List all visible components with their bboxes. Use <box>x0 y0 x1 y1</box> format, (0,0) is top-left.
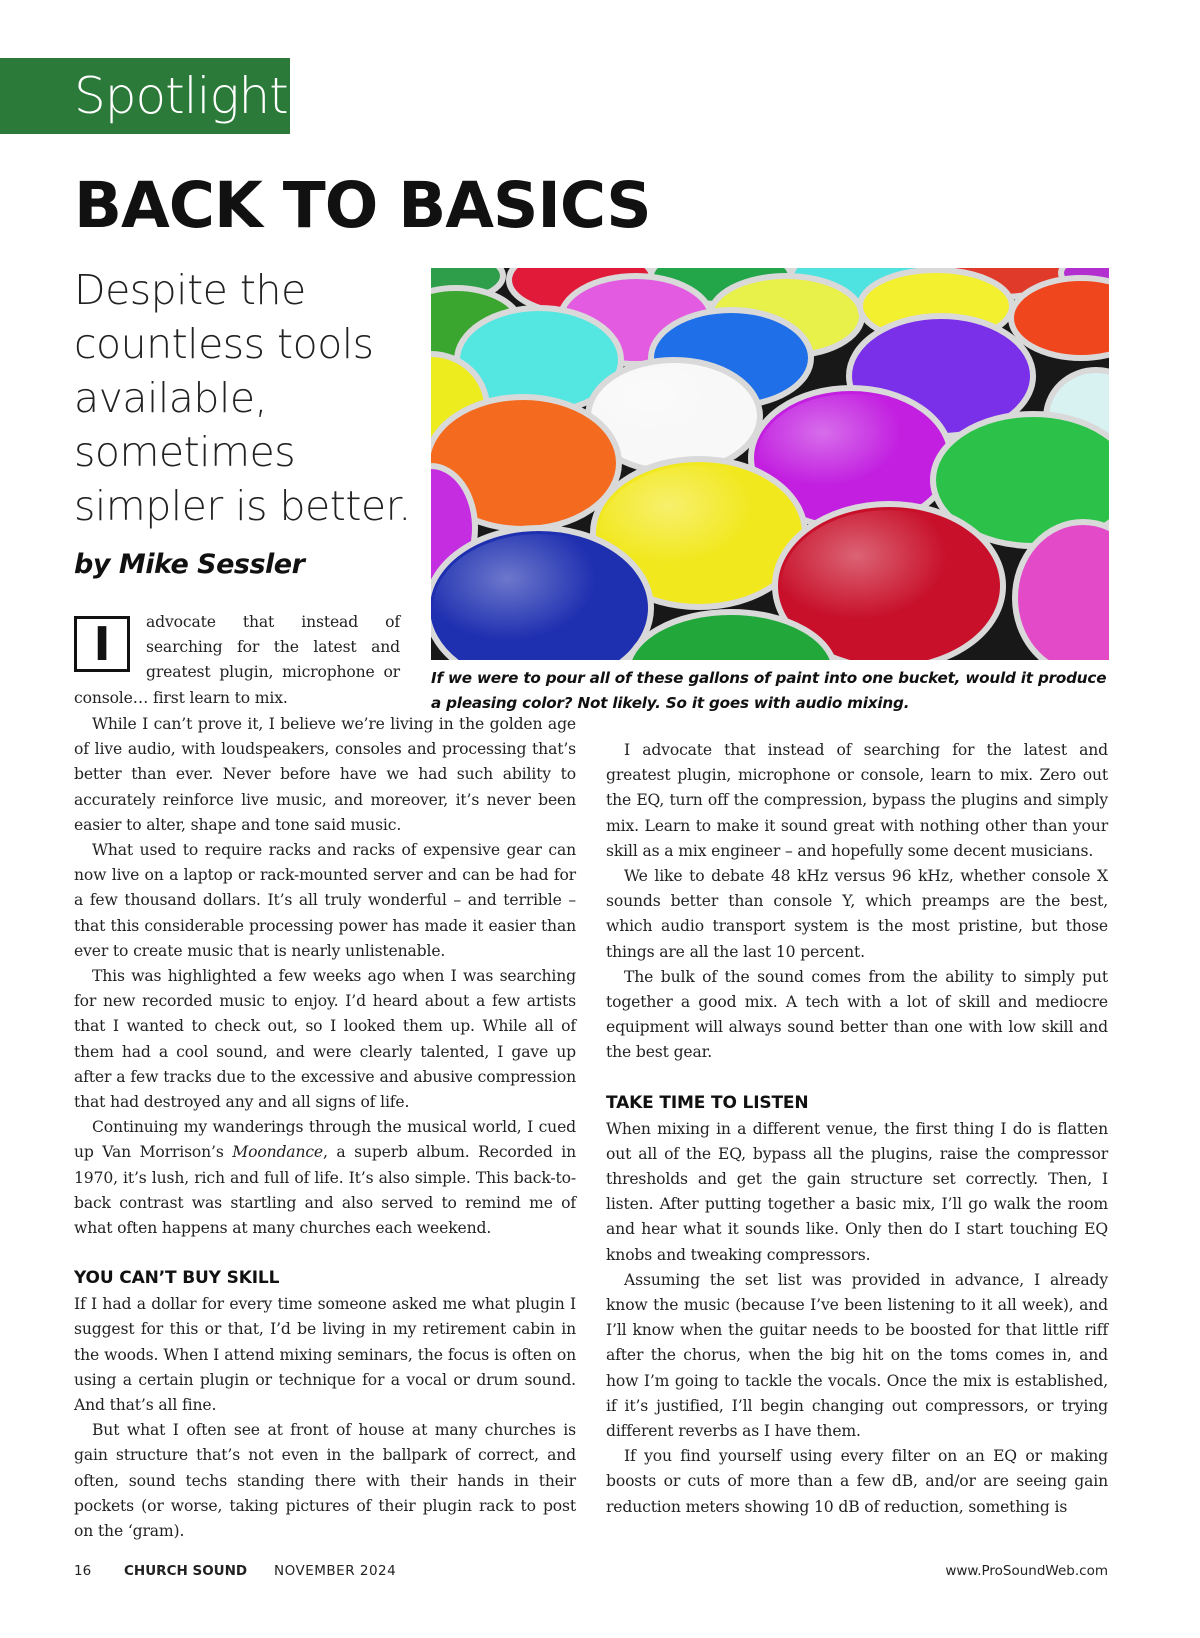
magazine-name: CHURCH SOUND <box>124 1563 248 1579</box>
subhead-take-time-to-listen: TAKE TIME TO LISTEN <box>606 1092 809 1113</box>
issue-date: NOVEMBER 2024 <box>274 1563 397 1579</box>
right-paragraph-6: If you find yourself using every filter on an EQ or making boosts or cuts of more than a few dB, and/or are seeing gain reduction meters showing 10 dB of reduction, something is <box>606 1447 1108 1516</box>
right-paragraph-5: Assuming the set list was provided in advance, I already know the music (because I’ve been listening to it all week), and I’ll know when the guitar needs to be boosted for that little riff after the chorus, when the big hit on the toms comes in, and how I’m going to tackle the vocals. Once the mix is established, if it’s justified, I’ll begin changing out compressors, or trying different reverbs as I have them. <box>606 1270 1108 1441</box>
page-footer <box>74 1563 1108 1587</box>
byline: by Mike Sessler <box>74 549 305 580</box>
headline: BACK TO BASICS <box>74 169 651 242</box>
page-number: 16 <box>74 1563 92 1579</box>
left-paragraph-3: This was highlighted a few weeks ago when I was searching for new recorded music to enjoy. I’d heard about a few artists that I wanted to check out, so I looked them up. While all of them had a cool sound, and were clearly talented, I gave up after a few tracks due to the excessive and abusive compression that had destroyed any and all signs of life. <box>74 967 576 1112</box>
right-paragraph-2: We like to debate 48 kHz versus 96 kHz, whether console X sounds better than console Y, which preamps are the best, which audio transport system is the most pristine, but those things are all the last 10 percent. <box>606 867 1108 961</box>
right-paragraph-4: When mixing in a different venue, the first thing I do is flatten out all of the EQ, bypass all the plugins, raise the compressor thresholds and get the gain structure set correctly. Then, I listen. After putting together a basic mix, I’ll go walk the room and hear what it sounds like. Only then do I start touching EQ knobs and tweaking compressors. <box>606 1119 1108 1264</box>
section-tab: Spotlight <box>0 58 290 134</box>
photo-caption: If we were to pour all of these gallons of paint into one bucket, would it produce a pleasing color? Not likely. So it goes with audio mixing. <box>431 669 1107 712</box>
left-paragraph-4 <box>74 1115 576 1241</box>
paint-cans-photo <box>431 268 1109 660</box>
p4-text-before: Continuing my wanderings through the musical world, I cued up Van Morrison’s <box>74 1118 576 1162</box>
right-paragraph-1: I advocate that instead of searching for the latest and greatest plugin, microphone or console, learn to mix. Zero out the EQ, turn off the compression, bypass the plugins and simply mix. Learn to make it sound great with nothing other than your skill as a mix engineer – and hopefully some decent musicians. <box>606 741 1108 860</box>
drop-cap: I <box>74 616 130 672</box>
paint-cans-illustration <box>431 268 1109 660</box>
intro-text: advocate that instead of searching for the latest and greatest plugin, microphone or console… first learn to mix. <box>74 613 400 707</box>
left-paragraph-2: What used to require racks and racks of expensive gear can now live on a laptop or rack-mounted server and can be had for a few thousand dollars. It’s all truly wonderful – and terrible – that this considerable processing power has made it easier than ever to create music that is nearly unlistenable. <box>74 841 576 960</box>
left-column <box>74 712 576 1544</box>
p4-text-after: , a superb album. Recorded in 1970, it’s lush, rich and full of life. It’s also simple. This back-to-back contrast was startling and also served to remind me of what often happens at many churches each weekend. <box>74 1143 576 1238</box>
left-paragraph-5: If I had a dollar for every time someone asked me what plugin I suggest for this or that, I’d be living in my retirement cabin in the woods. When I attend mixing seminars, the focus is often on using a certain plugin or technique for a vocal or drum sound. And that’s all fine. <box>74 1295 576 1415</box>
left-paragraph-1: While I can’t prove it, I believe we’re living in the golden age of live audio, with loudspeakers, consoles and processing that’s better than ever. Never before have we had such ability to accurately reinforce live music, and moreover, it’s never been easier to alter, shape and tone said music. <box>74 715 576 834</box>
intro-paragraph <box>74 610 400 711</box>
deck: Despite the countless tools available, sometimes simpler is better. <box>74 266 411 530</box>
right-paragraph-3: The bulk of the sound comes from the ability to simply put together a good mix. A tech with a lot of skill and mediocre equipment will always sound better than one with low skill and the best gear. <box>606 967 1108 1062</box>
website-url: www.ProSoundWeb.com <box>945 1563 1108 1579</box>
album-title: Moondance <box>232 1143 324 1162</box>
right-column <box>606 738 1108 1520</box>
left-paragraph-6: But what I often see at front of house at many churches is gain structure that’s not even in the ballpark of correct, and often, sound techs standing there with their hands in their pockets (or worse, taking pictures of their plugin rack to post on the ‘gram). <box>74 1421 576 1541</box>
subhead-you-cant-buy-skill: YOU CAN’T BUY SKILL <box>74 1268 280 1289</box>
